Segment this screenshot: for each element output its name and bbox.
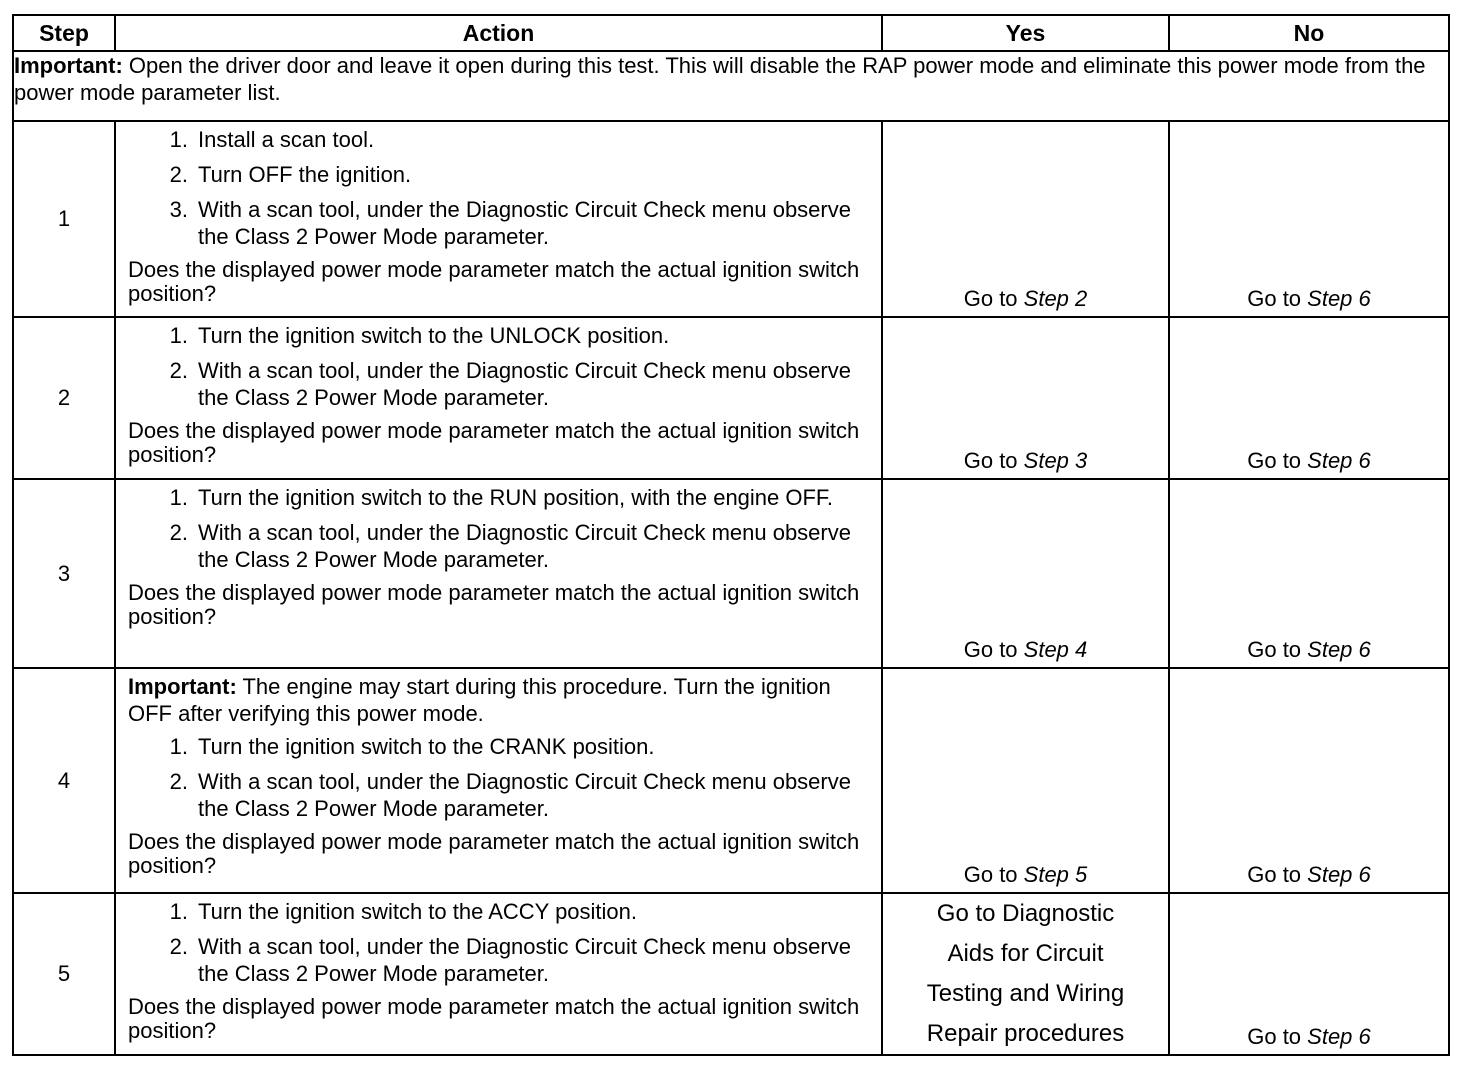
yes-result xyxy=(882,121,1169,317)
no-step-link[interactable]: Step 6 xyxy=(1307,637,1371,662)
important-note-row xyxy=(13,51,1449,121)
step-row xyxy=(13,121,1449,317)
header-step: Step xyxy=(13,15,115,51)
step-question: Does the displayed power mode parameter match the actual ignition switch position? xyxy=(128,418,860,467)
action-list xyxy=(128,484,871,573)
action-item-number: 2. xyxy=(169,769,188,794)
step-number: 3 xyxy=(13,479,115,668)
no-step-link[interactable]: Step 6 xyxy=(1307,862,1371,887)
step-row xyxy=(13,668,1449,893)
no-prefix: Go to xyxy=(1247,1024,1308,1049)
step-question: Does the displayed power mode parameter match the actual ignition switch position? xyxy=(128,994,860,1043)
action-item-text: With a scan tool, under the Diagnostic Circuit Check menu observe the Class 2 Power Mode parameter. xyxy=(198,358,851,410)
action-list-item xyxy=(128,933,871,987)
action-item-number: 1. xyxy=(169,127,188,152)
yes-result-line: Testing and Wiring xyxy=(926,980,1125,1007)
no-step-link[interactable]: Step 6 xyxy=(1307,448,1371,473)
important-note xyxy=(13,51,1449,121)
no-step-link[interactable]: Step 6 xyxy=(1307,1024,1371,1049)
action-item-text: With a scan tool, under the Diagnostic Circuit Check menu observe the Class 2 Power Mode parameter. xyxy=(198,520,851,572)
no-step-link[interactable]: Step 6 xyxy=(1307,286,1371,311)
diagnostic-table xyxy=(12,14,1450,1056)
action-list xyxy=(128,126,871,250)
action-item-text: Install a scan tool. xyxy=(198,127,375,152)
action-item-number: 1. xyxy=(169,734,188,759)
header-action: Action xyxy=(115,15,882,51)
yes-step-link[interactable]: Step 2 xyxy=(1023,286,1088,311)
action-item-text: With a scan tool, under the Diagnostic Circuit Check menu observe the Class 2 Power Mode parameter. xyxy=(198,934,851,986)
yes-result xyxy=(882,668,1169,893)
action-list-item xyxy=(128,196,871,250)
yes-result xyxy=(882,479,1169,668)
action-item-text: With a scan tool, under the Diagnostic Circuit Check menu observe the Class 2 Power Mode parameter. xyxy=(198,769,851,821)
yes-prefix: Go to xyxy=(963,448,1024,473)
action-item-text: Turn the ignition switch to the ACCY position. xyxy=(198,899,638,924)
action-item-text: Turn the ignition switch to the UNLOCK position. xyxy=(198,323,670,348)
step-action xyxy=(115,479,882,668)
no-prefix: Go to xyxy=(1247,286,1308,311)
action-list-item xyxy=(128,768,871,822)
action-list-item xyxy=(128,357,871,411)
action-item-text: Turn OFF the ignition. xyxy=(198,162,412,187)
header-no: No xyxy=(1169,15,1449,51)
action-list xyxy=(128,322,871,411)
yes-step-link[interactable]: Step 5 xyxy=(1023,862,1088,887)
step-row xyxy=(13,479,1449,668)
action-item-text: Turn the ignition switch to the RUN position, with the engine OFF. xyxy=(198,485,834,510)
step-action xyxy=(115,893,882,1055)
action-list-item xyxy=(128,519,871,573)
step-row xyxy=(13,317,1449,479)
yes-result xyxy=(882,317,1169,479)
no-prefix: Go to xyxy=(1247,448,1308,473)
action-list xyxy=(128,898,871,987)
important-label: Important: xyxy=(14,53,123,78)
header-yes: Yes xyxy=(882,15,1169,51)
action-item-number: 2. xyxy=(169,520,188,545)
yes-prefix: Go to xyxy=(963,862,1024,887)
action-item-text: Turn the ignition switch to the CRANK position. xyxy=(198,734,655,759)
important-text: Open the driver door and leave it open during this test. This will disable the RAP power mode and eliminate this power mode from the power mode parameter list. xyxy=(14,53,1426,105)
step-number: 2 xyxy=(13,317,115,479)
action-item-number: 2. xyxy=(169,934,188,959)
action-list-item xyxy=(128,733,871,760)
yes-result-line: Go to Diagnostic xyxy=(936,900,1115,927)
action-list-item xyxy=(128,898,871,925)
yes-step-link[interactable]: Step 3 xyxy=(1023,448,1088,473)
header-row xyxy=(13,15,1449,51)
yes-prefix: Go to xyxy=(963,637,1024,662)
yes-prefix: Go to xyxy=(963,286,1024,311)
no-result xyxy=(1169,121,1449,317)
action-list xyxy=(128,733,871,822)
step-action xyxy=(115,121,882,317)
action-item-text: With a scan tool, under the Diagnostic Circuit Check menu observe the Class 2 Power Mode parameter. xyxy=(198,197,851,249)
important-text: The engine may start during this procedure. Turn the ignition OFF after verifying this power mode. xyxy=(128,674,831,726)
action-list-item xyxy=(128,484,871,511)
yes-result-line: Aids for Circuit xyxy=(947,940,1104,967)
yes-result-line: Repair procedures xyxy=(926,1020,1125,1047)
step-action xyxy=(115,317,882,479)
important-label: Important: xyxy=(128,674,237,699)
step-number: 5 xyxy=(13,893,115,1055)
no-result xyxy=(1169,479,1449,668)
action-item-number: 3. xyxy=(169,197,188,222)
step-number: 4 xyxy=(13,668,115,893)
step-question: Does the displayed power mode parameter match the actual ignition switch position? xyxy=(128,580,860,629)
action-item-number: 2. xyxy=(169,162,188,187)
action-item-number: 1. xyxy=(169,323,188,348)
yes-result xyxy=(882,893,1169,1055)
yes-step-link[interactable]: Step 4 xyxy=(1023,637,1088,662)
step-row xyxy=(13,893,1449,1055)
action-item-number: 1. xyxy=(169,485,188,510)
no-result xyxy=(1169,893,1449,1055)
action-list-item xyxy=(128,161,871,188)
no-prefix: Go to xyxy=(1247,637,1308,662)
no-result xyxy=(1169,668,1449,893)
action-item-number: 2. xyxy=(169,358,188,383)
action-list-item xyxy=(128,322,871,349)
step-number: 1 xyxy=(13,121,115,317)
action-item-number: 1. xyxy=(169,899,188,924)
no-result xyxy=(1169,317,1449,479)
step-important-note xyxy=(128,673,871,727)
no-prefix: Go to xyxy=(1247,862,1308,887)
step-action xyxy=(115,668,882,893)
step-question: Does the displayed power mode parameter match the actual ignition switch position? xyxy=(128,829,860,878)
step-question: Does the displayed power mode parameter match the actual ignition switch position? xyxy=(128,257,860,306)
action-list-item xyxy=(128,126,871,153)
